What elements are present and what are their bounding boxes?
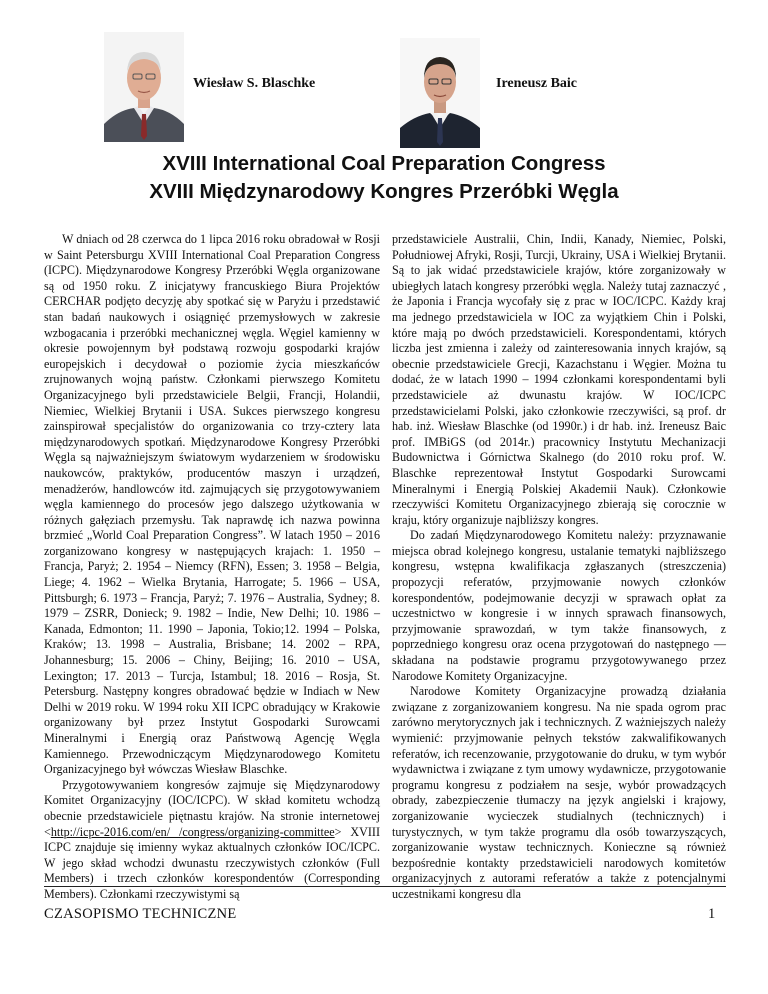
paragraph-with-link [44,778,380,903]
paragraph: W dniach od 28 czerwca do 1 lipca 2016 roku obradował w Rosji w Saint Petersburgu XVIII International Coal Preparation Congress (ICPC). Międzynarodowe Kongresy Przeróbki Węgla organizowane są od 1950 roku. Z inicjatywy francuskiego Biura Projektów CERCHAR podjęto decyzję aby spotkać się w Paryżu i przedstawić stan badań naukowych i osiągnięć przemysłowych w zakresie wzbogacania i przeróbki mechanicznej węgla. Węgiel kamienny w okresie powojennym był podstawą rozwoju gospodarki krajów europejskich i decydował o poziomie życia mieszkańców zrujnowanych wojną państw. Członkami pierwszego Komitetu Organizacyjnego byli przedstawiciele Belgii, Francji, Holandii, Niemiec, Wielkiej Brytanii i USA. Sukces pierwszego kongresu zainspirował specjalistów do organizowania co trzy-cztery lata międzynarodowych spotkań. Międzynarodowe Kongresy Przeróbki Węgla są najważniejszym światowym wydarzeniem w środowisku naukowców, praktyków, producentów maszyn i urządzeń, menadżerów, handlowców itd. zajmujących się przygotowywaniem węgla kamiennego do procesów jego dalszego użytkowania w różnych gałęziach przemysłu. Tak naprawdę ich nazwa powinna brzmieć „World Coal Preparation Congress”. W latach 1950 – 2016 zorganizowano kongresy w następujących krajach: 1. 1950 – Francja, Paryż; 2. 1954 – Niemcy (RFN), Essen; 3. 1958 – Belgia, Liege; 4. 1962 – Wielka Brytania, Harrogate; 5. 1966 – USA, Pittsburgh; 6. 1973 – Francja, Paryż; 7. 1976 – Australia, Sydney; 8. 1979 – ZSRR, Donieck; 9. 1982 – Indie, New Delhi; 10. 1986 – Kanada, Edmonton; 11. 1990 – Japonia, Tokio;12. 1994 – Polska, Kraków; 13. 1998 – Australia, Brisbane; 14. 2002 – RPA, Johannesburg; 15. 2006 – Chiny, Beijing; 16. 2010 – USA, Lexington; 17. 2013 – Turcja, Istambul; 18. 2016 – Rosja, St. Petersburg. Następny kongres obradować będzie w Indiach w New Delhi w 2019 roku. W 1994 roku XII ICPC obradujący w Krakowie organizowany był przez Instytut Gospodarki Surowcami Mineralnymi i Energią oraz Państwową Agencję Węgla Kamiennego. Przewodniczącym Międzynarodowego Komitetu Organizacyjnego był wówczas Wiesław Blaschke. [44,232,380,777]
title-english: XVIII International Coal Preparation Congress [162,152,606,175]
article-title [0,150,768,206]
portrait-photo-icon [104,32,184,142]
portrait-photo-icon [400,38,480,148]
journal-name: CZASOPISMO TECHNICZNE [44,906,237,922]
right-column [392,232,726,903]
paragraph: Narodowe Komitety Organizacyjne prowadzą działania związane z zorganizowaniem kongresu. Na nie spada ogrom prac zarówno merytorycznych jak i technicznych. Z ważniejszych należy wymienić: przyjmowanie pełnych tekstów zakwalifikowanych referatów, ich recenzowanie, przygotowanie do druku, w tym wybór wydawnictwa i związane z tym umowy wydawnicze, przygotowanie programu kongresu z podziałem na sesje, wybór prowadzących obrady, zabezpieczenie tłumaczy na język angielski i krajowy, zorganizowanie wycieczek studialnych (technicznych) i turystycznych, w tym także programu dla osób towarzyszących, zorganizowanie wystaw technicznych. Konieczne są również bezpośrednie kontakty przedstawicieli narodowych komitetów organizacyjnych z autorami referatów a także z potencjalnymi uczestnikami kongresu dla [392,684,726,901]
author-name-baic: Ireneusz Baic [496,76,578,91]
paragraph: Do zadań Międzynarodowego Komitetu należy: przyznawanie miejsca obrad kolejnego kongresu, ustalanie tematyki najbliższego kongresu, wstępna kwalifikacja zgłaszanych (streszczenia) propozycji referatów, przyjmowanie nowych członków korespondentów, podejmowanie decyzji w sprawach opłat za uczestnictwo w kongresie i w innych sprawach finansowych, przyjmowanie sprawozdań, w tym także finansowych, z poprzedniego kongresu oraz ocena przygotowań do następnego — składana na podstawie programu przygotowywanego przez Narodowe Komitety Organizacyjne. [392,528,726,683]
page-number: 1 [708,906,716,922]
author-photo-blaschke [104,32,184,142]
paragraph-text: Przygotowywaniem kongresów zajmuje się Międzynarodowy Komitet Organizacyjny (IOC/ICPC). W skład komitetu wchodzą obecnie przedstawiciele piętnastu krajów. Na stronie internetowej < [44,777,380,839]
left-column [44,232,380,903]
committee-link[interactable]: http://icpc-2016.com/en/ /congress/organizing-committee [50,824,335,839]
authors-header [0,32,768,150]
author-name-blaschke: Wiesław S. Blaschke [193,76,316,91]
paragraph: przedstawiciele Australii, Chin, Indii, Kanady, Niemiec, Polski, Południowej Afryki, Rosji, Turcji, Ukrainy, USA i Wielkiej Brytanii. Są to jak widać przedstawiciele krajów, które zorganizowały w ubiegłych latach kongresy przeróbki węgla. Należy tutaj zaznaczyć , że Japonia i Francja wycofały się z prac w IOC/ICPC. Każdy kraj ma jednego przedstawiciela w IOC za wyjątkiem Chin i Polski, które mają po dwóch przedstawicieli. Korespondentami, których liczba jest zmienna i zależy od zainteresowania innych krajów, są obecnie przedstawiciele Grecji, Kazachstanu i Węgier. Można tu dodać, że w latach 1990 – 1994 członkami korespondentami byli przedstawiciele aż dwunastu krajów. W IOC/ICPC przedstawicielami Polski, jako członkowie rzeczywiści, są prof. dr hab. inż. Wiesław Blaschke (od 1990r.) i dr hab. inż. Ireneusz Baic prof. IMBiGS (od 2014r.) pracownicy Instytutu Mechanizacji Budownictwa i Górnictwa Skalnego (do 2010 roku prof. W. Blaschke reprezentował Instytut Gospodarki Surowcami Mineralnymi i Energią Polskiej Akademii Nauk). Członkowie rzeczywiści Komitetu Organizacyjnego zbierają się corocznie w kraju, który organizuje najbliższy kongres. [392,232,726,527]
footer-divider [44,886,726,887]
title-polish: XVIII Międzynarodowy Kongres Przeróbki Węgla [149,180,619,203]
paragraph-text: > XVIII ICPC znajduje się imienny wykaz aktualnych członków IOC/ICPC. W jego skład wchodzi dwunastu rzeczywistych członków (Full Members) i trzech członków korespondentów (Corresponding Members). Członkami rzeczywistymi są [44,824,380,901]
author-photo-baic [400,38,480,148]
